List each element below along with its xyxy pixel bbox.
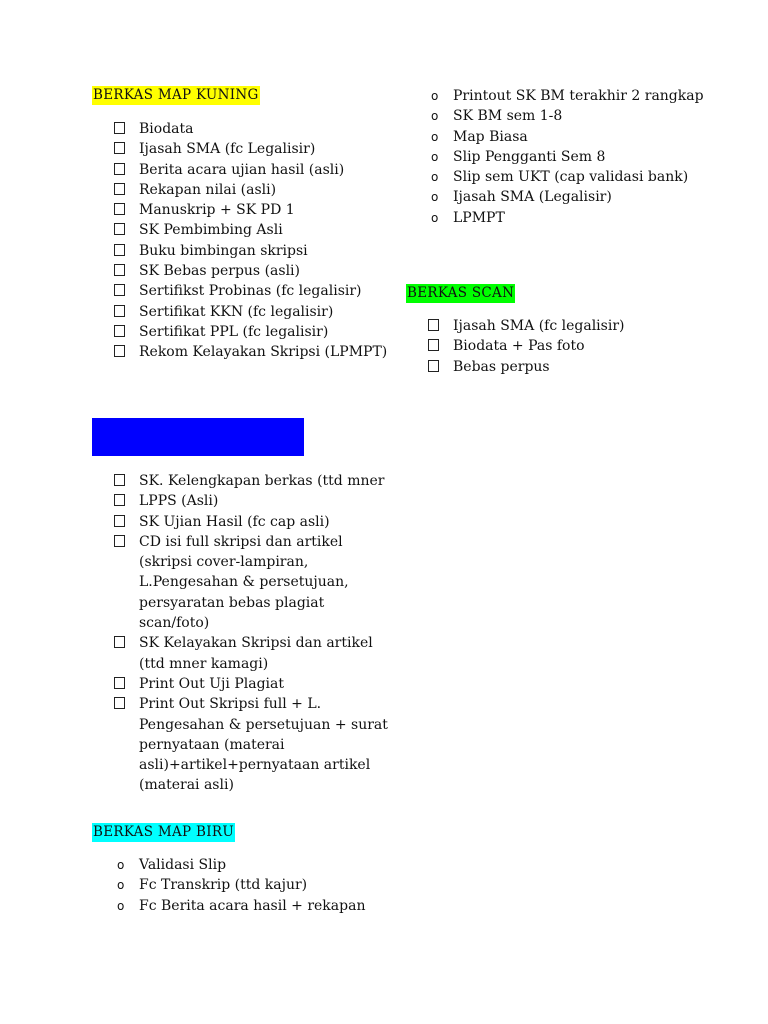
circle-bullet-icon: o [431, 190, 439, 205]
list-item [92, 694, 392, 795]
list-item [406, 147, 706, 167]
list-item-text: SK Ujian Hasil (fc cap asli) [139, 513, 330, 530]
list-item [92, 302, 392, 322]
checkbox-icon [114, 180, 128, 200]
list-item [406, 357, 706, 377]
list-item-text: SK BM sem 1-8 [453, 108, 563, 125]
checkbox-icon [114, 139, 128, 159]
list-item-text: SK. Kelengkapan berkas (ttd mner [139, 473, 385, 489]
checklist [92, 855, 392, 916]
checkbox-icon [114, 471, 128, 491]
section-heading: BERKAS SCAN [407, 285, 515, 301]
list-item-text: Biodata + Pas foto [453, 338, 585, 355]
list-item [92, 896, 392, 916]
list-item [92, 875, 392, 895]
list-item-text: LPPS (Asli) [139, 493, 219, 510]
list-item-text: Buku bimbingan skripsi [139, 242, 308, 259]
list-item [406, 106, 706, 126]
list-item-text: Manuskrip + SK PD 1 [139, 202, 295, 219]
list-item [92, 180, 392, 200]
list-item-text: Sertifikat KKN (fc legalisir) [139, 303, 334, 320]
list-item-text: Validasi Slip [139, 857, 227, 873]
list-item-text: Print Out Skripsi full + L. Pengesahan & persetujuan + surat pernyataan (materai asli)+artikel+pernyataan artikel (materai asli) [139, 696, 388, 794]
circle-bullet-icon: o [431, 109, 439, 124]
checkbox-icon [114, 220, 128, 240]
list-item [92, 200, 392, 220]
list-item-text: Sertifikst Probinas (fc legalisir) [139, 283, 362, 300]
list-item [92, 471, 392, 491]
list-item-text: Printout SK BM terakhir 2 rangkap [453, 88, 704, 104]
list-item-text: Map Biasa [453, 128, 528, 145]
list-item-text: CD isi full skripsi dan artikel (skripsi cover-lampiran, L.Pengesahan & persetujuan, persyaratan bebas plagiat scan/foto) [139, 533, 349, 632]
checkbox-icon [114, 491, 128, 511]
list-item [92, 119, 392, 139]
checkbox-icon [114, 674, 128, 694]
section-map-kuning [92, 86, 392, 363]
list-item-text: SK Kelayakan Skripsi dan artikel (ttd mner kamagi) [139, 635, 373, 672]
list-item [406, 86, 706, 106]
section-scan [406, 284, 706, 377]
circle-bullet-icon: o [431, 170, 439, 185]
list-item-text: SK Pembimbing Asli [139, 222, 283, 239]
list-item [406, 336, 706, 356]
list-item [92, 855, 392, 875]
list-item-text: Berita acara ujian hasil (asli) [139, 161, 345, 178]
list-item [406, 316, 706, 336]
checkbox-icon [114, 241, 128, 261]
checkbox-icon [114, 281, 128, 301]
list-item-text: Bebas perpus [453, 358, 550, 375]
section-heading: BERKAS LPMPT (MAP BIRU DIAMOND) [92, 418, 304, 456]
checkbox-icon [114, 160, 128, 180]
list-item [92, 491, 392, 511]
list-item-text: Biodata [139, 121, 194, 137]
section-map-biru [92, 823, 392, 916]
checkbox-icon [114, 322, 128, 342]
checklist [406, 316, 706, 377]
list-item [92, 342, 392, 362]
list-item-text: Sertifikat PPL (fc legalisir) [139, 323, 329, 340]
list-item [92, 220, 392, 240]
checkbox-icon [114, 261, 128, 281]
list-item-text: Ijasah SMA (fc legalisir) [453, 318, 625, 334]
list-item [92, 512, 392, 532]
list-item [92, 241, 392, 261]
section-lpmpt [92, 418, 392, 796]
checkbox-icon [428, 316, 442, 336]
section-map-biru-continued [406, 86, 706, 228]
list-item [406, 167, 706, 187]
list-item [92, 532, 392, 633]
list-item [92, 633, 392, 674]
checkbox-icon [114, 512, 128, 532]
list-item [406, 208, 706, 228]
checkbox-icon [428, 357, 442, 377]
circle-bullet-icon: o [117, 878, 125, 893]
list-item-text: Rekapan nilai (asli) [139, 181, 277, 198]
circle-bullet-icon: o [431, 149, 439, 164]
list-item-text: Rekom Kelayakan Skripsi (LPMPT) [139, 344, 388, 361]
list-item-text: Print Out Uji Plagiat [139, 675, 284, 692]
list-item [92, 160, 392, 180]
list-item [92, 261, 392, 281]
list-item [92, 139, 392, 159]
list-item-text: Fc Berita acara hasil + rekapan [139, 897, 366, 914]
checkbox-icon [428, 336, 442, 356]
list-item-text: Ijasah SMA (fc Legalisir) [139, 141, 316, 158]
list-item-text: SK Bebas perpus (asli) [139, 263, 300, 280]
section-heading: BERKAS MAP KUNING [93, 87, 259, 103]
list-item [92, 322, 392, 342]
checklist [92, 471, 392, 796]
circle-bullet-icon: o [431, 89, 439, 103]
circle-bullet-icon: o [117, 858, 125, 872]
circle-bullet-icon: o [431, 129, 439, 144]
list-item [92, 281, 392, 301]
circle-bullet-icon: o [117, 898, 125, 913]
section-heading: BERKAS MAP BIRU [93, 824, 235, 840]
circle-bullet-icon: o [431, 210, 439, 225]
checkbox-icon [114, 694, 128, 714]
checkbox-icon [114, 302, 128, 322]
checklist [92, 119, 392, 363]
list-item-text: LPMPT [453, 209, 505, 226]
list-item [92, 674, 392, 694]
checkbox-icon [114, 342, 128, 362]
checkbox-icon [114, 200, 128, 220]
checklist [406, 86, 706, 228]
list-item [406, 187, 706, 207]
list-item-text: Slip Pengganti Sem 8 [453, 148, 606, 165]
list-item-text: Fc Transkrip (ttd kajur) [139, 877, 308, 894]
list-item-text: Ijasah SMA (Legalisir) [453, 189, 612, 206]
checkbox-icon [114, 532, 128, 552]
list-item-text: Slip sem UKT (cap validasi bank) [453, 169, 689, 186]
checkbox-icon [114, 633, 128, 653]
checkbox-icon [114, 119, 128, 139]
list-item [406, 127, 706, 147]
